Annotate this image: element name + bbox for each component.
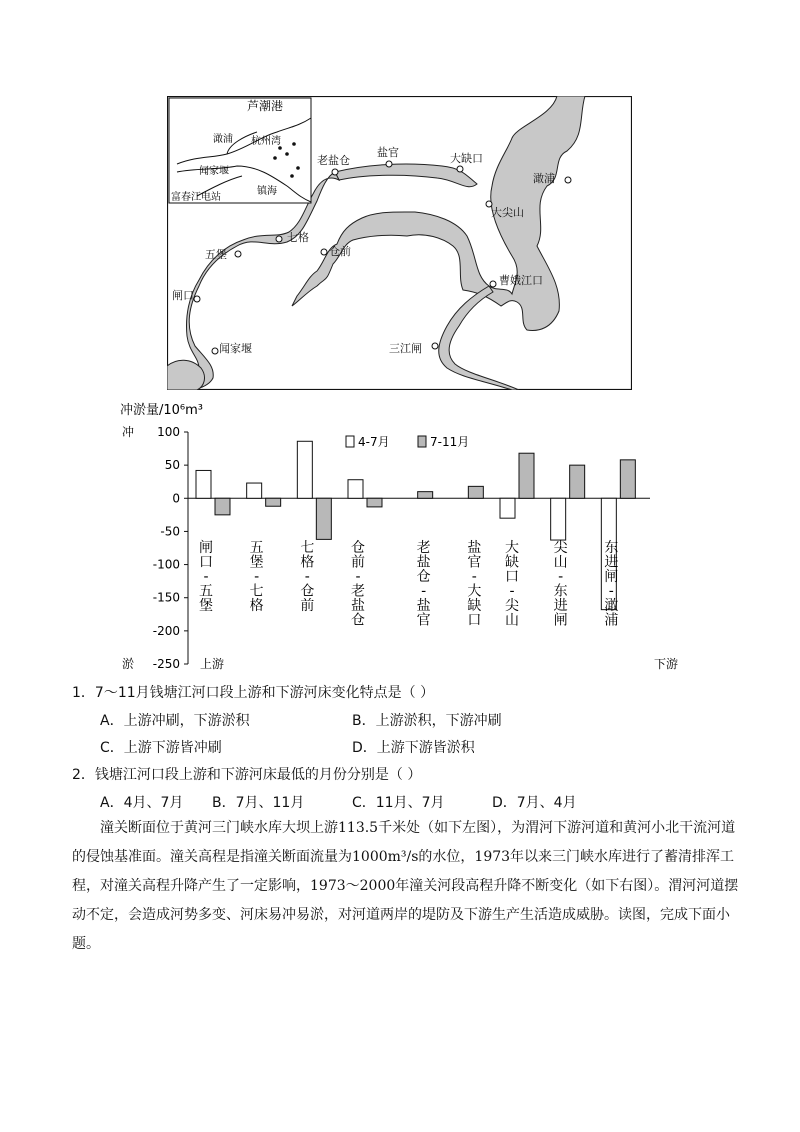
x-axis-right-label: 下游 [654,657,679,671]
place-label: 七格 [287,231,309,244]
bar-jul-nov [418,492,433,499]
place-label: 盐官 [377,146,399,159]
category-label: 五堡-七格 [249,540,264,615]
legend-label: 4-7月 [358,435,390,449]
y-axis-bottom-label: 淤 [122,657,135,671]
inset-label: 镇海 [257,186,277,197]
question-2-option-a[interactable]: A．4月、7月 [100,795,184,811]
y-tick-label: -200 [152,623,180,638]
category-label: 老盐仓-盐官 [416,540,431,629]
x-axis-left-label: 上游 [200,657,225,671]
bar-jul-nov [367,498,382,507]
place-label: 仓前 [329,245,351,258]
y-axis-title: 冲淤量/10⁶m³ [120,403,204,418]
category-label: 闸口-五堡 [199,540,213,615]
question-1-option-a[interactable]: A．上游冲刷，下游淤积 [100,713,250,729]
question-1-option-d[interactable]: D．上游下游皆淤积 [352,740,475,756]
category-label: 大缺口-尖山 [505,540,519,629]
passage: 潼关断面位于黄河三门峡水库大坝上游113.5千米处（如下左图），为渭河下游河道和黄河小北干流河道的侵蚀基准面。潼关高程是指潼关断面流量为1000m³/s的水位，1973年以来三门峡水库进行了蓄清排浑工程，对潼关高程升降产生了一定影响，1973～2000年潼关河段高程升降不断变化（如下右图）。渭河河道摆动不定，会造成河势多变、河床易冲易淤，对河道两岸的堤防及下游生产生活造成威胁。读图，完成下面小题。 [72,820,739,952]
bar-jul-nov [468,486,483,498]
y-tick-label: 100 [157,425,180,439]
legend-swatch [346,436,354,447]
place-label: 澉浦 [533,172,555,185]
qiantang-river-map [167,96,632,390]
question-2-stem: 2．钱塘江河口段上游和下游河床最低的月份分别是（ ） [72,767,422,783]
category-label: 东进闸-澉浦 [604,540,619,629]
legend-swatch [418,436,426,447]
place-label: 闻家堰 [219,342,252,355]
bar-apr-jul [500,498,515,518]
y-tick-label: -150 [152,590,180,605]
question-2-option-c[interactable]: C．11月、7月 [352,795,445,811]
bar-apr-jul [348,480,363,499]
bar-apr-jul [196,470,211,498]
bar-apr-jul [297,441,312,498]
bar-jul-nov [215,498,230,515]
category-label: 七格-仓前 [300,540,315,615]
inset-label: 澉浦 [213,134,233,145]
category-label: 仓前-老盐仓 [351,540,365,629]
category-label: 尖山-东进闸 [553,540,568,629]
bar-jul-nov [570,465,585,498]
question-1-option-c[interactable]: C．上游下游皆冲刷 [100,740,222,756]
y-tick-label: 50 [164,458,180,473]
bar-jul-nov [266,498,281,506]
question-2-option-d[interactable]: D．7月、4月 [492,795,577,811]
inset-label: 富春江电站 [171,192,221,203]
category-label: 盐官-大缺口 [467,540,482,629]
place-label: 三江闸 [389,342,422,355]
place-label: 老盐仓 [317,154,350,167]
y-tick-label: -100 [152,557,180,572]
place-label: 曹娥江口 [499,274,543,287]
y-tick-label: 0 [172,491,180,506]
inset-label: 杭州湾 [251,136,281,147]
place-label: 大尖山 [491,206,524,219]
bar-jul-nov [620,460,635,498]
bar-jul-nov [316,498,331,539]
inset-label: 闻家堰 [199,166,229,177]
place-label: 五堡 [205,248,227,261]
question-2-option-b[interactable]: B．7月、11月 [212,795,305,811]
y-tick-label: -50 [160,524,180,539]
bar-apr-jul [247,483,262,498]
y-tick-label: -250 [152,657,180,671]
bar-jul-nov [519,453,534,498]
inset-label: 芦潮港 [247,99,284,113]
question-1-stem: 1．7～11月钱塘江河口段上游和下游河床变化特点是（ ） [72,685,435,701]
question-1-option-b[interactable]: B．上游淤积，下游冲刷 [352,713,502,729]
place-label: 闸口 [172,289,194,302]
place-label: 大缺口 [450,152,483,165]
legend-label: 7-11月 [430,435,470,449]
y-axis-top-label: 冲 [122,425,135,439]
bar-apr-jul [551,498,566,540]
scour-silt-bar-chart [110,398,710,678]
